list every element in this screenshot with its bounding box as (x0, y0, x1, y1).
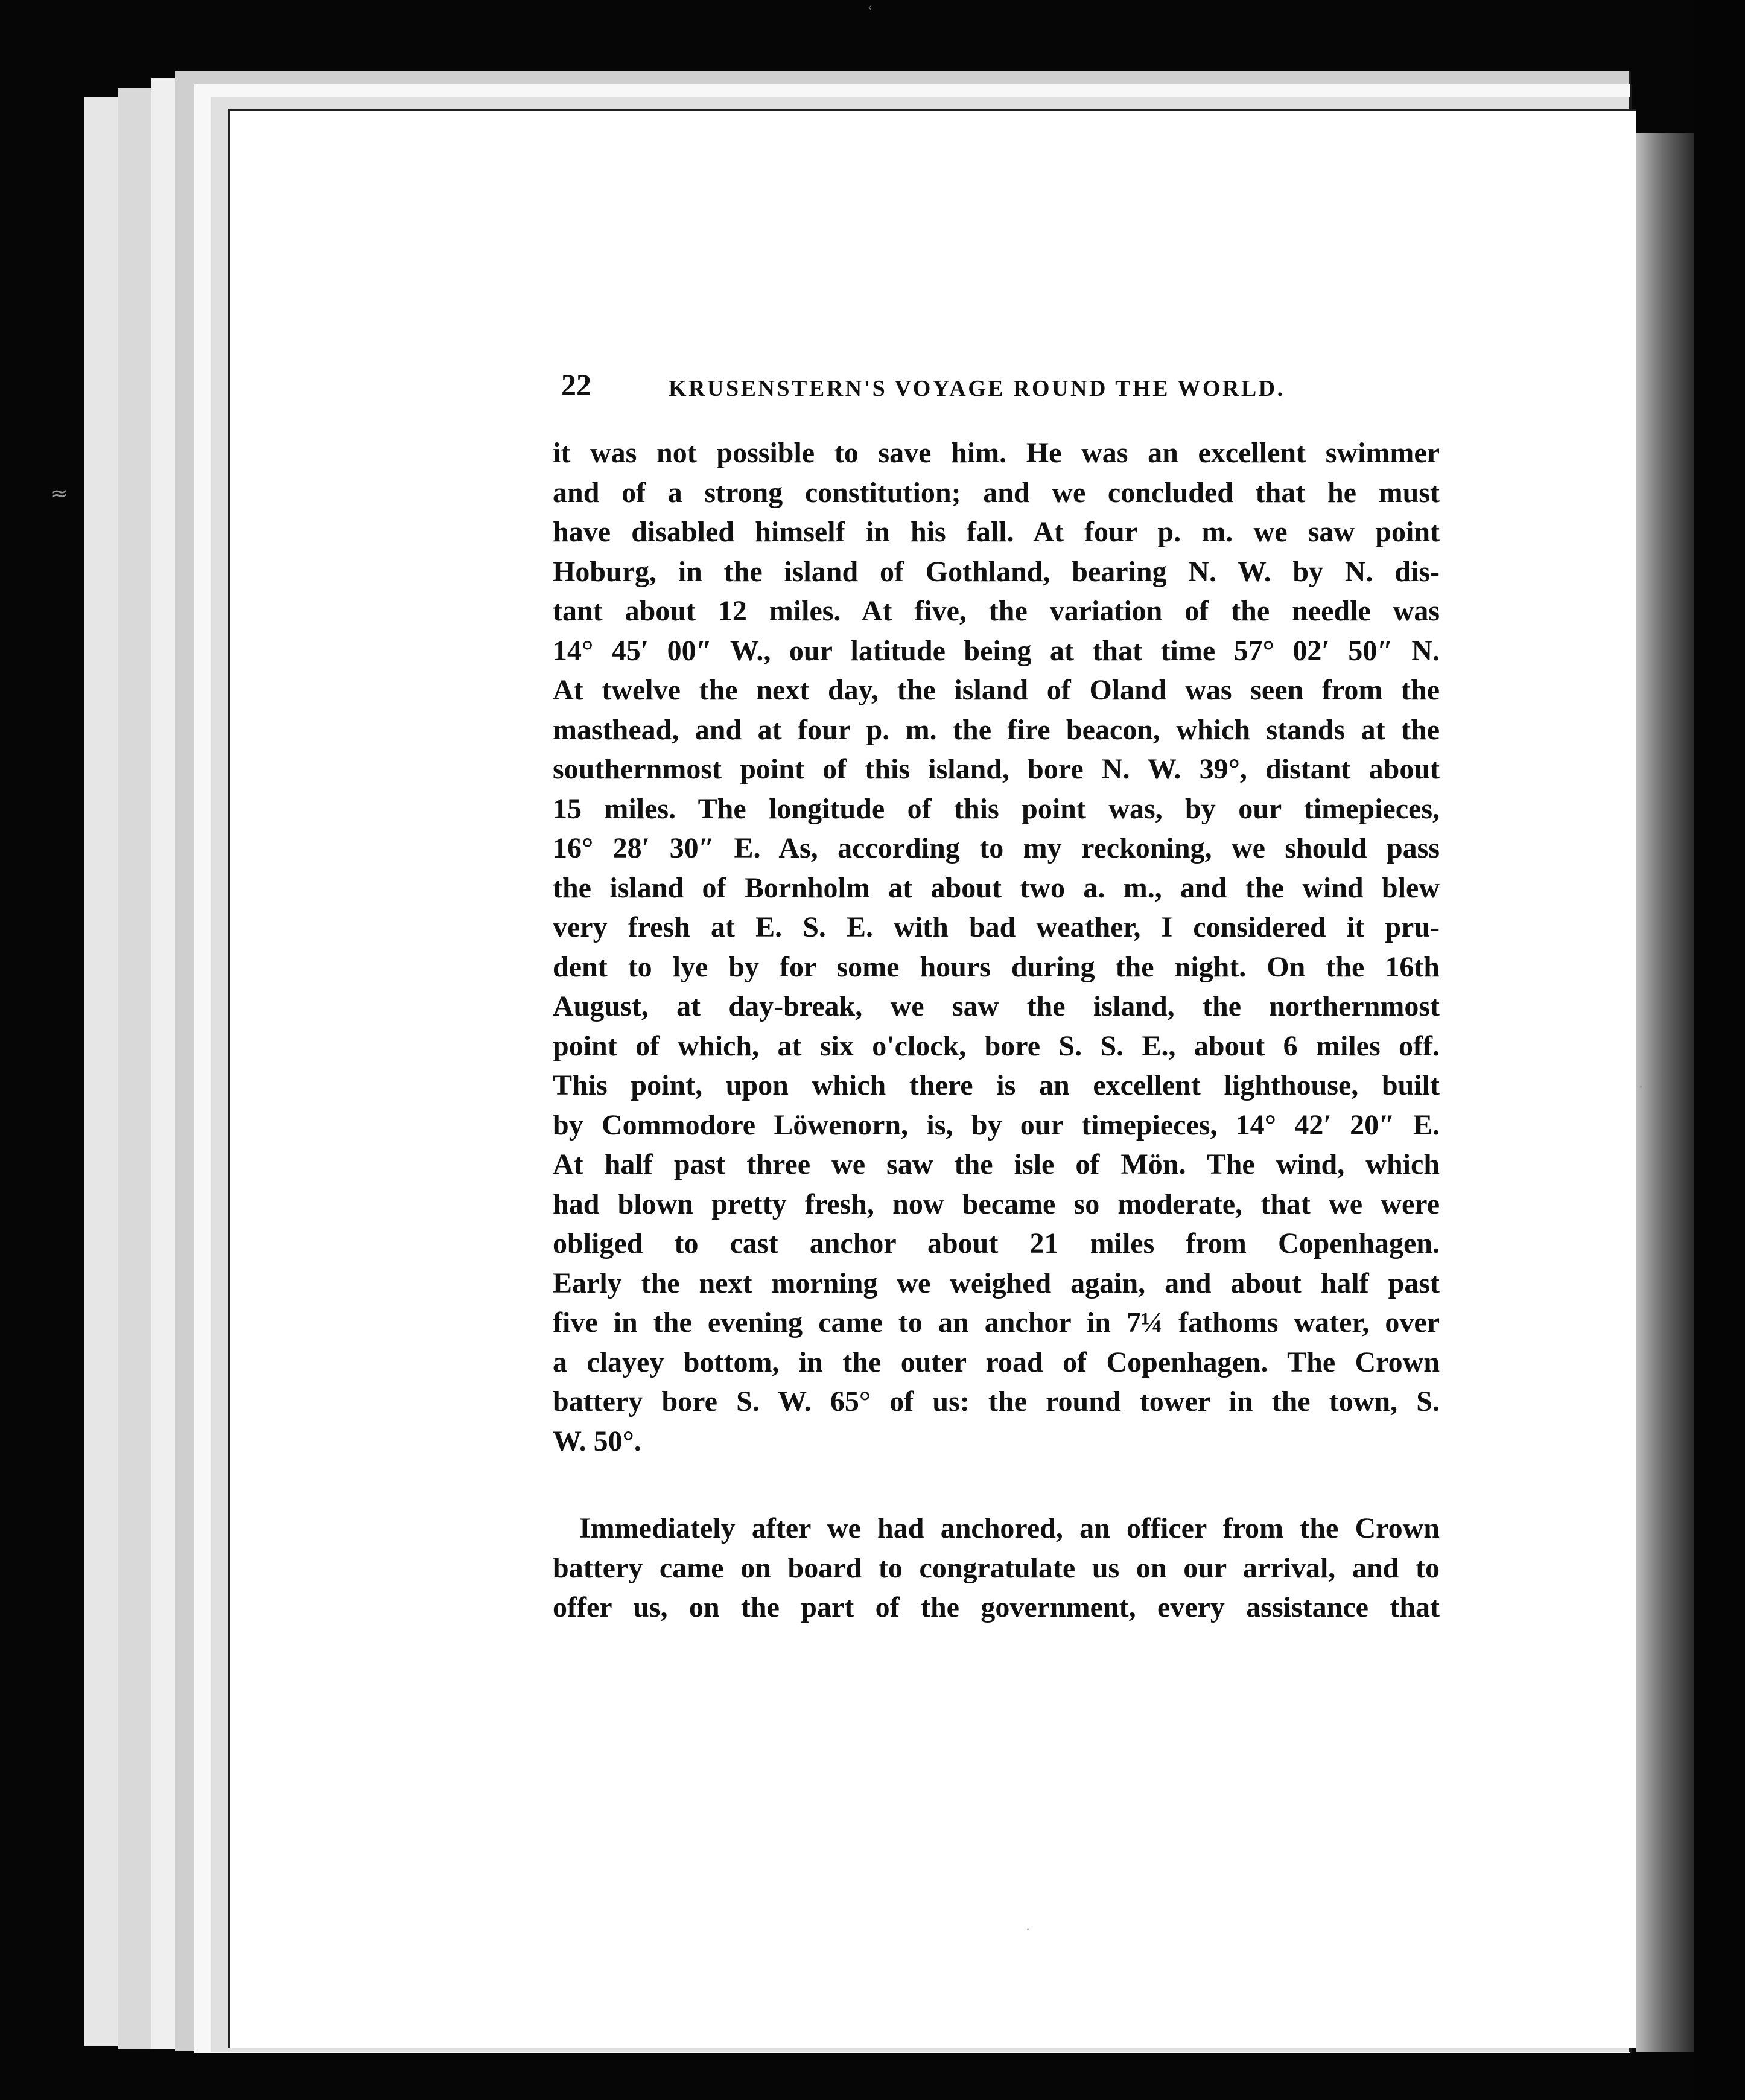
text-line: 16° 28′ 30″ E. As, according to my reckoning, we should pass (553, 832, 1440, 864)
page-gutter-shadow (1636, 133, 1694, 2052)
text-line: At twelve the next day, the island of Oland was seen from the (553, 674, 1440, 706)
text-line: had blown pretty fresh, now became so moderate, that we were (553, 1188, 1440, 1220)
text-line: battery bore S. W. 65° of us: the round tower in the town, S. (553, 1386, 1440, 1418)
text-line: offer us, on the part of the government, every assistance that (553, 1591, 1440, 1623)
text-line: a clayey bottom, in the outer road of Copenhagen. The Crown (553, 1346, 1440, 1378)
text-line: Immediately after we had anchored, an officer from the Crown (579, 1512, 1440, 1544)
text-line: 14° 45′ 00″ W., our latitude being at that time 57° 02′ 50″ N. (553, 634, 1440, 667)
text-line: have disabled himself in his fall. At four p. m. we saw point (553, 516, 1440, 548)
text-line: by Commodore Löwenorn, is, by our timepieces, 14° 42′ 20″ E. (553, 1109, 1440, 1141)
text-line: masthead, and at four p. m. the fire beacon, which stands at the (553, 713, 1440, 746)
scan-artifact-dot: · (1639, 1080, 1643, 1095)
text-line: At half past three we saw the isle of Mön. The wind, which (553, 1148, 1440, 1180)
text-line: dent to lye by for some hours during the night. On the 16th (553, 950, 1440, 983)
text-line: This point, upon which there is an excellent lighthouse, built (553, 1069, 1440, 1101)
paragraph (553, 433, 1440, 1461)
text-line: southernmost point of this island, bore N. W. 39°, distant about (553, 753, 1440, 785)
text-line: five in the evening came to an anchor in 7¼ fathoms water, over (553, 1306, 1440, 1338)
text-line: Hoburg, in the island of Gothland, bearing N. W. by N. dis- (553, 555, 1440, 588)
text-line: the island of Bornholm at about two a. m., and the wind blew (553, 871, 1440, 904)
running-title: KRUSENSTERN'S VOYAGE ROUND THE WORLD. (669, 376, 1285, 401)
text-line: August, at day-break, we saw the island, the northernmost (553, 990, 1440, 1022)
text-line: point of which, at six o'clock, bore S. S. E., about 6 miles off. (553, 1029, 1440, 1062)
text-line: and of a strong constitution; and we concluded that he must (553, 476, 1440, 509)
scan-artifact-dot: · (1026, 1923, 1030, 1938)
page-number: 22 (561, 368, 591, 401)
scan-border (1694, 0, 1745, 2100)
running-header (561, 367, 1346, 403)
paragraph (553, 1509, 1440, 1628)
scan-artifact-mark: ‹ (868, 0, 872, 14)
text-line: obliged to cast anchor about 21 miles from Copenhagen. (553, 1227, 1440, 1259)
scan-artifact-smudge: ≈ (51, 482, 68, 506)
text-line: very fresh at E. S. E. with bad weather, I considered it pru- (553, 911, 1440, 943)
text-line: tant about 12 miles. At five, the variation of the needle was (553, 595, 1440, 627)
text-line: W. 50°. (553, 1425, 641, 1457)
text-line: it was not possible to save him. He was an excellent swimmer (553, 437, 1440, 469)
text-line: Early the next morning we weighed again, and about half past (553, 1267, 1440, 1299)
text-line: 15 miles. The longitude of this point was, by our timepieces, (553, 792, 1440, 825)
text-line: battery came on board to congratulate us on our arrival, and to (553, 1551, 1440, 1584)
